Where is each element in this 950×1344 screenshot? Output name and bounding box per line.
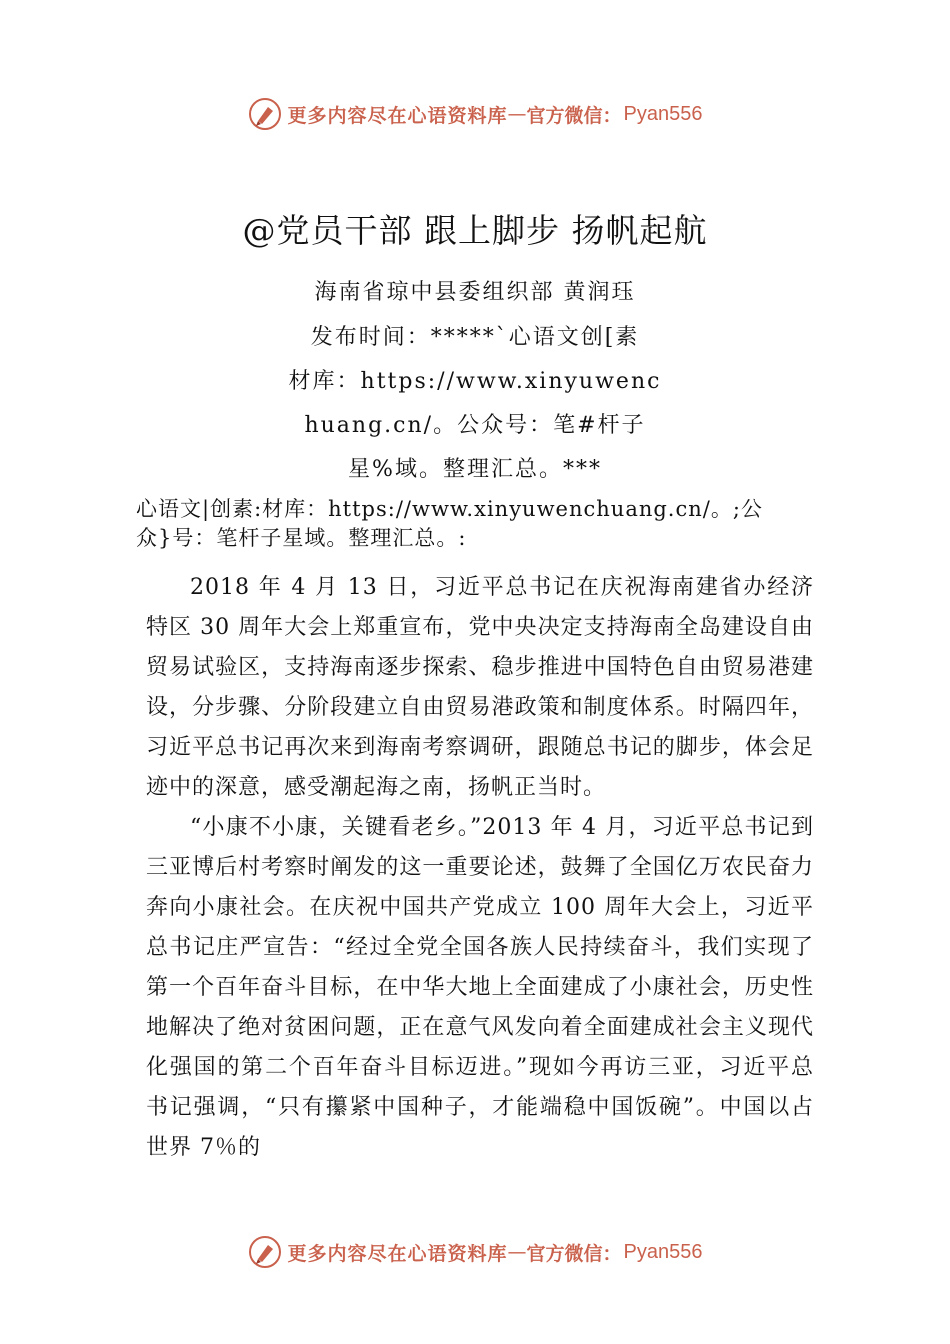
watermark-wechat-id: Pyan556	[623, 102, 703, 125]
article-body	[146, 568, 814, 1168]
pen-nib-logo-icon	[248, 97, 282, 131]
source-note-line-1: 心语文|创素:材库：https://www.xinyuwenchuang.cn/。;公	[136, 497, 763, 521]
watermark-wechat-id: Pyan556	[623, 1240, 703, 1263]
meta-line-publish: 发布时间：*****`心语文创[素	[310, 325, 640, 350]
footer-watermark	[0, 1232, 950, 1272]
source-note-line-2: 众}号：笔杆子星域。整理汇总。:	[136, 526, 467, 550]
watermark-wechat-label: 官方微信：	[526, 1242, 622, 1265]
header-watermark	[0, 94, 950, 134]
paragraph-1: 2018 年 4 月 13 日，习近平总书记在庆祝海南建省办经济特区 30 周年大会上郑重宣布，党中央决定支持海南全岛建设自由贸易试验区，支持海南逐步探索、稳步推进中国特色自由贸易港建设，分步骤、分阶段建立自由贸易港政策和制度体系。时隔四年，习近平总书记再次来到海南考察调研，跟随总书记的脚步，体会足迹中的深意，感受潮起海之南，扬帆正当时。	[146, 575, 814, 800]
watermark-text: 更多内容尽在心语资料库	[287, 104, 508, 127]
watermark-text: 更多内容尽在心语资料库	[287, 1242, 508, 1265]
watermark-separator: —	[507, 103, 527, 125]
meta-line-url: 材库：https://www.xinyuwenc	[288, 369, 662, 394]
document-title: @党员干部 跟上脚步 扬帆起航	[242, 211, 708, 250]
watermark-separator: —	[507, 1241, 527, 1263]
pen-nib-logo-icon	[248, 1235, 282, 1269]
watermark-wechat-label: 官方微信：	[526, 104, 622, 127]
meta-line-author: 海南省琼中县委组织部 黄润珏	[314, 280, 636, 305]
meta-line-account: huang.cn/。公众号：笔#杆子	[304, 413, 646, 438]
paragraph-2: “小康不小康，关键看老乡。”2013 年 4 月，习近平总书记到三亚博后村考察时阐发的这一重要论述，鼓舞了全国亿万农民奋力奔向小康社会。在庆祝中国共产党成立 100 周年大会上，习近平总书记庄严宣告：“经过全党全国各族人民持续奋斗，我们实现了第一个百年奋斗目标，在中华大地上全面建成了小康社会，历史性地解决了绝对贫困问题，正在意气风发向着全面建成社会主义现代化强国的第二个百年奋斗目标迈进。”现如今再访三亚，习近平总书记强调，“只有攥紧中国种子，才能端稳中国饭碗”。中国以占世界 7％的	[146, 815, 814, 1160]
meta-line-summary: 星%域。整理汇总。***	[348, 457, 602, 482]
